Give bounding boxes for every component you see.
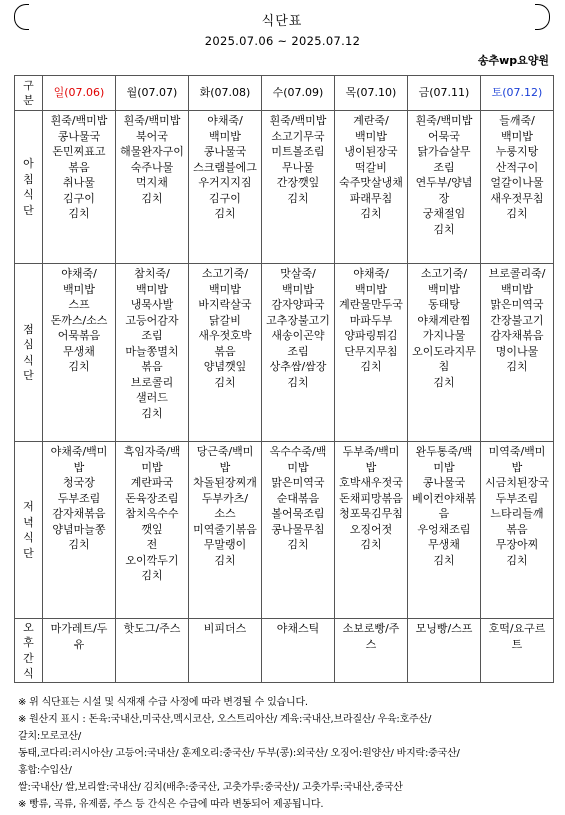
menu-cell: [189, 264, 262, 442]
menu-cell: [481, 619, 554, 683]
meal-label-char: 녁: [23, 515, 34, 529]
menu-item: 완두통죽/백: [415, 445, 473, 458]
menu-item: 취나물: [63, 176, 95, 189]
menu-item: 김구이: [209, 191, 241, 205]
menu-item: 김치: [214, 375, 236, 389]
menu-item: 떡갈비: [355, 160, 387, 174]
menu-item: 백미밥: [501, 282, 533, 296]
menu-item: 우거지지짐: [198, 176, 252, 189]
menu-item: 음: [438, 507, 450, 520]
meal-label-char: 식: [23, 188, 34, 201]
menu-item: 핫도그/주스: [123, 622, 181, 635]
menu-item: 고등어감자: [125, 313, 179, 327]
menu-item: 마파두부: [349, 313, 393, 327]
menu-item: 콩나물국: [203, 145, 247, 158]
corner-header: [15, 76, 43, 111]
menu-cell: [262, 619, 335, 683]
menu-item: 산적구이: [495, 160, 539, 174]
menu-item: 두부조림: [495, 491, 539, 505]
menu-item: 스: [365, 637, 377, 651]
menu-cell: [43, 442, 116, 619]
menu-item: 콩나물무침: [271, 522, 325, 536]
menu-item: 백미밥: [355, 282, 387, 296]
menu-item: 밥: [365, 460, 377, 474]
menu-item: 깻잎: [141, 522, 163, 536]
meal-label-char: 후: [23, 636, 34, 649]
menu-item: 김치: [506, 207, 528, 220]
menu-item: 우엉채조림: [417, 522, 471, 536]
menu-item: 당근죽/백미: [196, 445, 254, 458]
menu-item: 시금치된장국: [485, 476, 549, 489]
menu-item: 김치: [214, 553, 236, 567]
menu-item: 흰죽/백미밥: [123, 114, 181, 127]
menu-item: 미역줄기볶음: [193, 522, 257, 536]
menu-item: 양념마늘쫑: [52, 522, 106, 536]
menu-cell: [116, 264, 189, 442]
meal-label-char: 식: [23, 667, 34, 680]
day-header: 일(07.06): [43, 76, 116, 111]
menu-item: 조림: [433, 160, 455, 174]
note-line: 홍합:수입산/: [18, 765, 72, 776]
menu-item: 북어국: [136, 129, 168, 143]
menu-item: 명이나물: [495, 344, 539, 358]
menu-item: 미밥: [141, 460, 163, 474]
menu-item: 미밥: [287, 460, 309, 474]
meal-label: [15, 442, 43, 619]
menu-item: 김치: [433, 375, 455, 389]
meal-label-char: 식: [23, 531, 34, 544]
menu-item: 김치: [360, 207, 382, 220]
menu-item: 두부카츠/: [201, 491, 249, 505]
meal-label-char: 아: [23, 157, 34, 170]
meal-label-char: 심: [23, 338, 34, 351]
menu-item: 전: [146, 538, 158, 551]
menu-cell: [408, 264, 481, 442]
menu-item: 계란물만두국: [339, 298, 403, 311]
menu-cell: [481, 264, 554, 442]
menu-cell: [43, 619, 116, 683]
note-line: 갈치:모로코산/: [18, 731, 82, 742]
menu-item: 옥수수죽/백: [269, 445, 327, 458]
menu-item: 마늘쫑멸치: [125, 344, 179, 358]
menu-item: 닭갈비: [209, 313, 241, 327]
note-line: ※ 원산지 표시 : 돈육:국내산,미국산,멕시코산, 오스트리아산/ 계육:국내산,브라질산/ 우육:호주산/: [18, 714, 432, 725]
corner-label-char: 구: [23, 78, 34, 92]
dinner-row: [15, 442, 554, 619]
menu-item: 김치: [433, 222, 455, 236]
menu-item: 마가레트/두: [50, 622, 108, 635]
day-header: 금(07.11): [408, 76, 481, 111]
menu-item: 볶음: [214, 344, 236, 358]
menu-item: 단무지무침: [344, 344, 398, 358]
menu-item: 볶음: [141, 360, 163, 373]
menu-item: 백미밥: [501, 129, 533, 143]
menu-item: 감자채볶음: [490, 329, 544, 342]
menu-cell: [189, 111, 262, 264]
day-header: 토(07.12): [481, 76, 554, 111]
note-line: 쌀:국내산/ 쌀,보리쌀:국내산/ 김치(배추:중국산, 고춧가루:중국산)/ 고춧가루:국내산,중국산: [18, 782, 403, 793]
menu-item: 느타리들깨: [490, 507, 544, 520]
menu-item: 들깨죽/: [499, 114, 535, 127]
menu-item: 호박새우젓국: [339, 476, 403, 489]
menu-item: 두부죽/백미: [342, 445, 400, 458]
menu-item: 김치: [433, 553, 455, 567]
meal-label-char: 침: [23, 172, 34, 186]
menu-item: 청포묵김무침: [339, 507, 403, 520]
menu-item: 오징어젓: [349, 522, 393, 536]
menu-item: 스크램블에그: [193, 160, 257, 174]
menu-item: 어묵국: [428, 129, 460, 143]
menu-item: 얼갈이나물: [490, 176, 544, 189]
menu-item: 흰죽/백미밥: [50, 114, 108, 127]
menu-item: 볶음: [68, 160, 90, 174]
menu-cell: [335, 619, 408, 683]
menu-item: 오이깍두기: [125, 553, 179, 567]
menu-item: 김구이: [63, 191, 95, 205]
menu-period: 2025.07.06 ~ 2025.07.12: [204, 34, 361, 48]
menu-item: 야채죽/: [61, 267, 97, 280]
menu-item: 숙주나물: [130, 160, 174, 174]
title-bar: [14, 6, 550, 30]
menu-item: 동태탕: [428, 298, 460, 311]
meal-label-char: 점: [23, 322, 34, 336]
menu-item: 백미밥: [136, 282, 168, 296]
menu-item: 흰죽/백미밥: [269, 114, 327, 127]
menu-item: 비피더스: [203, 622, 247, 635]
menu-item: 소고기죽/: [420, 267, 468, 280]
menu-item: 계란파국: [130, 476, 174, 489]
meal-label: [15, 111, 43, 264]
menu-item: 간장깻잎: [276, 176, 320, 189]
menu-item: 가지나물: [422, 329, 466, 342]
menu-item: 백미밥: [209, 129, 241, 143]
menu-item: 돈육장조림: [125, 491, 179, 505]
menu-item: 오이도라지무: [412, 344, 476, 358]
menu-item: 김치: [141, 191, 163, 205]
menu-item: 해물완자구이: [120, 145, 184, 158]
menu-item: 고추장불고기: [266, 313, 330, 327]
menu-item: 밥: [219, 460, 231, 474]
note-line: 동태,코다리:러시아산/ 고등어:국내산/ 훈제오리:중국산/ 두부(콩):외국산/ 오징어:원양산/ 바지락:중국산/: [18, 748, 460, 759]
menu-item: 조림: [141, 329, 163, 342]
menu-item: 닭가슴살무: [417, 145, 471, 158]
menu-item: 간장불고기: [490, 313, 544, 327]
menu-item: 김치: [141, 406, 163, 420]
menu-cell: [335, 264, 408, 442]
day-header: 월(07.07): [116, 76, 189, 111]
menu-item: 소보로빵/주: [342, 622, 400, 635]
menu-item: 침: [438, 360, 450, 373]
menu-item: 조림: [287, 344, 309, 358]
menu-item: 김치: [360, 360, 382, 373]
menu-item: 계란죽/: [353, 114, 389, 127]
menu-item: 새우젓무침: [490, 191, 544, 205]
menu-item: 백미밥: [63, 282, 95, 296]
meal-label-char: 오: [23, 620, 34, 634]
menu-item: 새우젓호박: [198, 329, 252, 342]
menu-item: 김치: [287, 191, 309, 205]
menu-item: 야채스틱: [276, 622, 320, 635]
meal-label-char: 간: [23, 651, 34, 665]
notes-section: [18, 694, 553, 813]
menu-item: 차돌된장찌개: [193, 476, 257, 489]
menu-item: 김치: [287, 538, 309, 551]
menu-item: 새송이곤약: [271, 329, 325, 342]
menu-item: 맑은미역국: [271, 476, 325, 489]
menu-item: 밥: [511, 460, 523, 474]
menu-item: 샐러드: [136, 391, 168, 404]
menu-cell: [408, 442, 481, 619]
menu-item: 무생채: [63, 344, 95, 358]
menu-cell: [262, 264, 335, 442]
menu-item: 밥: [73, 460, 85, 474]
meal-label: [15, 264, 43, 442]
menu-item: 미밥: [433, 460, 455, 474]
table-header-row: [15, 76, 554, 111]
menu-item: 트: [511, 637, 523, 651]
menu-item: 야채죽/백미: [50, 445, 108, 458]
menu-item: 브로콜리: [130, 375, 174, 389]
menu-item: 냉이된장국: [344, 145, 398, 158]
page-title: 식단표: [261, 14, 303, 29]
menu-item: 모닝빵/스프: [415, 622, 473, 635]
menu-item: 김치: [68, 360, 90, 373]
menu-item: 돈까스/소스: [50, 313, 108, 327]
menu-item: 무나물: [282, 160, 314, 174]
menu-item: 브로콜리죽/: [488, 267, 546, 280]
menu-item: 야채죽/: [353, 267, 389, 280]
menu-item: 감자채볶음: [52, 507, 106, 520]
menu-item: 냉묵사발: [130, 298, 174, 311]
menu-item: 콩나물국: [422, 476, 466, 489]
menu-item: 청국장: [63, 476, 95, 489]
menu-item: 누룽지탕: [495, 145, 539, 158]
menu-cell: [262, 111, 335, 264]
menu-item: 볶음: [506, 522, 528, 536]
menu-item: 두부조림: [57, 491, 101, 505]
menu-item: 백미밥: [355, 129, 387, 143]
menu-item: 감자양파국: [271, 298, 325, 311]
menu-item: 어묵볶음: [57, 329, 101, 342]
menu-item: 궁채절임: [422, 207, 466, 220]
menu-item: 김치: [506, 553, 528, 567]
menu-cell: [43, 111, 116, 264]
facility-name: 송추wp요양원: [477, 54, 549, 67]
meal-label-char: 단: [23, 203, 34, 217]
menu-item: 김치: [360, 538, 382, 551]
menu-item: 미트볼조림: [271, 145, 325, 158]
menu-item: 양파링튀김: [344, 329, 398, 342]
menu-item: 김치: [68, 538, 90, 551]
menu-item: 무장아찌: [495, 538, 539, 551]
menu-item: 콩나물국: [57, 129, 101, 143]
snack-row: [15, 619, 554, 683]
menu-item: 참치죽/: [134, 267, 170, 280]
menu-item: 상추쌈/쌈장: [269, 360, 327, 373]
day-header: 수(07.09): [262, 76, 335, 111]
menu-item: 소고기죽/: [201, 267, 249, 280]
menu-item: 돈민찌표고: [52, 145, 106, 158]
menu-item: 백미밥: [209, 282, 241, 296]
menu-cell: [262, 442, 335, 619]
menu-cell: [116, 111, 189, 264]
menu-item: 스프: [68, 298, 90, 311]
menu-item: 장: [438, 191, 450, 205]
menu-item: 김치: [287, 375, 309, 389]
note-line: ※ 위 식단표는 시설 및 식재재 수급 사정에 따라 변경될 수 있습니다.: [18, 697, 308, 708]
menu-item: 야채계란찜: [417, 313, 471, 327]
menu-item: 참치옥수수: [125, 507, 179, 520]
menu-item: 맑은미역국: [490, 298, 544, 311]
menu-cell: [481, 111, 554, 264]
menu-item: 돈채피망볶음: [339, 491, 403, 505]
menu-item: 바지락살국: [198, 298, 252, 311]
menu-cell: [43, 264, 116, 442]
menu-cell: [335, 111, 408, 264]
menu-item: 숙주맛살냉채: [339, 176, 403, 189]
menu-cell: [408, 619, 481, 683]
menu-cell: [116, 442, 189, 619]
menu-item: 순대볶음: [276, 491, 320, 505]
menu-item: 미역죽/백미: [488, 445, 546, 458]
menu-item: 볼어묵조림: [271, 507, 325, 520]
menu-item: 파래무침: [349, 191, 393, 205]
menu-item: 김치: [141, 569, 163, 582]
menu-item: 백미밥: [282, 282, 314, 296]
menu-item: 백미밥: [428, 282, 460, 296]
day-header: 화(07.08): [189, 76, 262, 111]
menu-cell: [189, 619, 262, 683]
menu-item: 베이컨야채볶: [412, 491, 476, 505]
meal-label-char: 단: [23, 369, 34, 382]
menu-item: 김치: [506, 360, 528, 373]
menu-item: 먹지채: [136, 176, 168, 189]
corner-label-char: 분: [23, 94, 34, 107]
menu-item: 호떡/요구르: [488, 622, 546, 635]
menu-item: 양념깻잎: [203, 360, 247, 373]
menu-item: 유: [73, 637, 85, 651]
menu-cell: [481, 442, 554, 619]
menu-cell: [408, 111, 481, 264]
menu-item: 흰죽/백미밥: [415, 114, 473, 127]
meal-label-char: 식: [23, 353, 34, 367]
menu-item: 흑임자죽/백: [123, 445, 181, 458]
menu-item: 야채죽/: [207, 114, 243, 127]
menu-cell: [189, 442, 262, 619]
day-header: 목(07.10): [335, 76, 408, 111]
meal-menu-table: [14, 75, 554, 683]
meal-label-char: 저: [23, 500, 34, 513]
note-line: ※ 빵류, 곡류, 유제품, 주스 등 간식은 수급에 따라 변동되어 제공됩니다.: [18, 799, 324, 810]
menu-item: 연두부/양념: [415, 176, 473, 189]
menu-item: 맛살죽/: [280, 267, 316, 280]
menu-item: 소고기무국: [271, 129, 325, 143]
menu-item: 무생채: [428, 538, 460, 551]
meal-label: [15, 619, 43, 683]
breakfast-row: [15, 111, 554, 264]
menu-item: 김치: [68, 207, 90, 220]
menu-cell: [116, 619, 189, 683]
menu-item: 소스: [214, 507, 236, 520]
meal-label-char: 단: [23, 546, 34, 560]
menu-item: 김치: [214, 207, 236, 220]
lunch-row: [15, 264, 554, 442]
menu-cell: [335, 442, 408, 619]
menu-item: 무말랭이: [203, 538, 247, 551]
